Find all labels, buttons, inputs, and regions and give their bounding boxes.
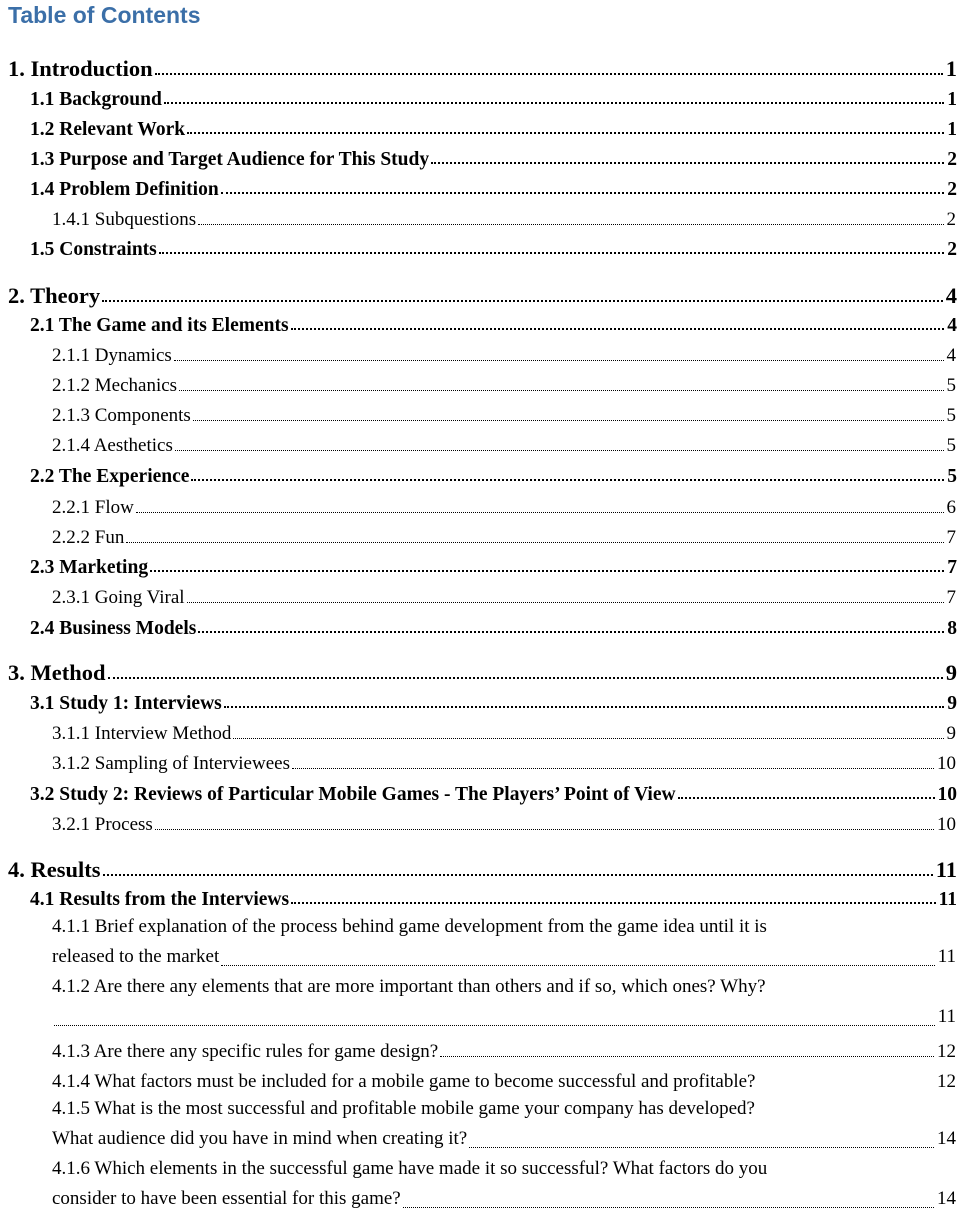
toc-entry-label: 1.5 Constraints bbox=[30, 239, 157, 260]
toc-entry-results[interactable] bbox=[0, 849, 960, 883]
toc-entry-page: 11 bbox=[938, 889, 957, 910]
toc-entry-label: 1.3 Purpose and Target Audience for This Study bbox=[30, 149, 430, 170]
dot-leader bbox=[191, 479, 944, 481]
dot-leader bbox=[102, 300, 943, 302]
dot-leader bbox=[155, 73, 943, 75]
toc-entry-study-1[interactable] bbox=[0, 685, 960, 715]
toc-entry-label: 4.1.1 Brief explanation of the process behind game development from the game idea until it is bbox=[52, 916, 767, 937]
dot-leader bbox=[440, 1056, 934, 1057]
dot-leader bbox=[221, 965, 934, 966]
toc-entry-page: 11 bbox=[937, 946, 956, 967]
toc-entry-label: 3.2.1 Process bbox=[52, 814, 153, 835]
toc-entry-page: 4 bbox=[946, 345, 956, 366]
dot-leader bbox=[187, 602, 944, 603]
toc-entry-page: 5 bbox=[947, 466, 957, 487]
toc-title: Table of Contents bbox=[8, 2, 201, 28]
toc-entry-page: 10 bbox=[937, 814, 956, 835]
dot-leader bbox=[155, 829, 934, 830]
toc-entry-sampling[interactable] bbox=[0, 745, 960, 775]
toc-entry-background[interactable] bbox=[0, 81, 960, 111]
dot-leader bbox=[291, 328, 945, 330]
toc-entry-page: 5 bbox=[946, 405, 956, 426]
toc-entry-method[interactable] bbox=[0, 652, 960, 686]
toc-entry-page: 8 bbox=[947, 618, 957, 639]
toc-entry-label: 2.2.1 Flow bbox=[52, 497, 134, 518]
toc-entry-label: 2. Theory bbox=[8, 283, 101, 308]
toc-entry-label: 2.1.1 Dynamics bbox=[52, 345, 172, 366]
dot-leader bbox=[164, 102, 944, 104]
toc-entry-experience[interactable] bbox=[0, 458, 960, 488]
toc-entry-marketing[interactable] bbox=[0, 549, 960, 579]
dot-leader bbox=[150, 570, 944, 572]
toc-entry-label: 2.1.3 Components bbox=[52, 405, 191, 426]
toc-entry-4-1-3[interactable] bbox=[0, 1033, 960, 1063]
toc-entry-label: 1.1 Background bbox=[30, 89, 162, 110]
toc-entry-label-continued: consider to have been essential for this game? bbox=[52, 1188, 401, 1209]
toc-entry-page: 9 bbox=[945, 660, 957, 685]
toc-entry-4-1-5[interactable] bbox=[52, 1094, 956, 1154]
toc-entry-relevant-work[interactable] bbox=[0, 111, 960, 141]
toc-entry-page: 7 bbox=[946, 587, 956, 608]
dot-leader bbox=[221, 192, 945, 194]
toc-entry-page: 4 bbox=[945, 283, 957, 308]
toc-entry-components[interactable] bbox=[0, 397, 960, 427]
dot-leader bbox=[126, 542, 943, 543]
toc-entry-page: 12 bbox=[937, 1041, 956, 1062]
toc-entry-label: 2.2.2 Fun bbox=[52, 527, 125, 548]
toc-entry-page: 14 bbox=[937, 1188, 956, 1209]
toc-entry-label: 2.3 Marketing bbox=[30, 557, 149, 578]
toc-entry-page: 14 bbox=[937, 1128, 956, 1149]
dot-leader bbox=[187, 132, 944, 134]
toc-entry-label: 2.1 The Game and its Elements bbox=[30, 315, 289, 336]
toc-entry-page: 10 bbox=[937, 784, 957, 805]
toc-entry-label: 4.1 Results from the Interviews bbox=[30, 889, 290, 910]
toc-entry-purpose[interactable] bbox=[0, 141, 960, 171]
toc-entry-4-1-6[interactable] bbox=[52, 1154, 956, 1214]
dot-leader bbox=[233, 738, 943, 739]
toc-entry-subquestions[interactable] bbox=[0, 201, 960, 231]
toc-entry-4-1-4[interactable] bbox=[0, 1063, 960, 1093]
dot-leader bbox=[193, 420, 944, 421]
toc-entry-label: 2.1.4 Aesthetics bbox=[52, 435, 173, 456]
toc-entry-business-models[interactable] bbox=[0, 610, 960, 640]
dot-leader bbox=[198, 631, 944, 633]
toc-entry-label: 4.1.2 Are there any elements that are more important than others and if so, which ones? Why? bbox=[52, 976, 766, 997]
dot-leader bbox=[757, 1086, 934, 1087]
toc-entry-page: 9 bbox=[946, 723, 956, 744]
toc-entry-page: 1 bbox=[947, 119, 957, 140]
toc-entry-4-1-2[interactable] bbox=[52, 972, 956, 1032]
toc-entry-page: 6 bbox=[946, 497, 956, 518]
toc-entry-page: 11 bbox=[935, 857, 957, 882]
dot-leader bbox=[136, 512, 944, 513]
dot-leader bbox=[159, 252, 944, 254]
toc-entry-aesthetics[interactable] bbox=[0, 427, 960, 457]
toc-entry-process[interactable] bbox=[0, 806, 960, 836]
toc-entry-problem-definition[interactable] bbox=[0, 171, 960, 201]
toc-entry-label: 2.1.2 Mechanics bbox=[52, 375, 178, 396]
toc-entry-page: 11 bbox=[937, 1006, 956, 1027]
toc-entry-results-interviews[interactable] bbox=[0, 881, 960, 911]
toc-entry-label: 3.1 Study 1: Interviews bbox=[30, 693, 222, 714]
dot-leader bbox=[292, 768, 934, 769]
toc-entry-flow[interactable] bbox=[0, 489, 960, 519]
toc-entry-introduction[interactable] bbox=[0, 48, 960, 82]
dot-leader bbox=[469, 1147, 934, 1148]
toc-entry-page: 7 bbox=[947, 557, 957, 578]
toc-entry-page: 2 bbox=[946, 209, 956, 230]
toc-entry-going-viral[interactable] bbox=[0, 579, 960, 609]
toc-entry-label: 3.1.2 Sampling of Interviewees bbox=[52, 753, 290, 774]
dot-leader bbox=[108, 677, 943, 679]
toc-entry-label: 4.1.5 What is the most successful and profitable mobile game your company has developed? bbox=[52, 1098, 755, 1119]
toc-entry-page: 2 bbox=[947, 239, 957, 260]
toc-entry-label: 4.1.4 What factors must be included for a mobile game to become successful and profitable? bbox=[52, 1071, 756, 1092]
dot-leader bbox=[224, 706, 944, 708]
toc-entry-fun[interactable] bbox=[0, 519, 960, 549]
toc-entry-label: 1. Introduction bbox=[8, 56, 153, 81]
dot-leader bbox=[198, 224, 943, 225]
toc-entry-page: 7 bbox=[946, 527, 956, 548]
toc-entry-label: 1.4.1 Subquestions bbox=[52, 209, 197, 230]
toc-entry-theory[interactable] bbox=[0, 275, 960, 309]
toc-entry-label: 2.2 The Experience bbox=[30, 466, 190, 487]
dot-leader bbox=[179, 390, 943, 391]
toc-entry-label-continued: What audience did you have in mind when creating it? bbox=[52, 1128, 468, 1149]
toc-entry-label: 3.1.1 Interview Method bbox=[52, 723, 232, 744]
dot-leader bbox=[431, 162, 944, 164]
toc-entry-mechanics[interactable] bbox=[0, 367, 960, 397]
toc-entry-constraints[interactable] bbox=[0, 231, 960, 261]
toc-entry-label: 4.1.6 Which elements in the successful game have made it so successful? What factors do you bbox=[52, 1158, 768, 1179]
toc-entry-page: 9 bbox=[947, 693, 957, 714]
toc-entry-label: 2.4 Business Models bbox=[30, 618, 197, 639]
toc-entry-label: 2.3.1 Going Viral bbox=[52, 587, 185, 608]
toc-entry-dynamics[interactable] bbox=[0, 337, 960, 367]
dot-leader bbox=[54, 1025, 935, 1026]
dot-leader bbox=[174, 360, 944, 361]
toc-entry-page: 1 bbox=[947, 89, 957, 110]
toc-entry-label: 3.2 Study 2: Reviews of Particular Mobile Games - The Players’ Point of View bbox=[30, 784, 676, 805]
toc-entry-page: 12 bbox=[937, 1071, 956, 1092]
toc-entry-interview-method[interactable] bbox=[0, 715, 960, 745]
toc-entry-page: 4 bbox=[947, 315, 957, 336]
toc-entry-label: 3. Method bbox=[8, 660, 106, 685]
toc-entry-page: 2 bbox=[947, 149, 957, 170]
toc-entry-label: 1.4 Problem Definition bbox=[30, 179, 219, 200]
toc-entry-page: 5 bbox=[946, 375, 956, 396]
toc-entry-game-elements[interactable] bbox=[0, 307, 960, 337]
dot-leader bbox=[291, 902, 936, 904]
toc-entry-label: 1.2 Relevant Work bbox=[30, 119, 186, 140]
toc-entry-label: 4.1.3 Are there any specific rules for game design? bbox=[52, 1041, 439, 1062]
dot-leader bbox=[403, 1207, 934, 1208]
toc-entry-page: 1 bbox=[945, 56, 957, 81]
toc-entry-page: 10 bbox=[937, 753, 956, 774]
toc-entry-page: 5 bbox=[946, 435, 956, 456]
toc-entry-study-2[interactable] bbox=[0, 776, 960, 806]
dot-leader bbox=[678, 797, 935, 799]
toc-entry-label: 4. Results bbox=[8, 857, 101, 882]
dot-leader bbox=[175, 450, 944, 451]
toc-entry-4-1-1[interactable] bbox=[52, 912, 956, 972]
dot-leader bbox=[103, 874, 933, 876]
toc-entry-label-continued: released to the market bbox=[52, 946, 220, 967]
toc-entry-page: 2 bbox=[947, 179, 957, 200]
